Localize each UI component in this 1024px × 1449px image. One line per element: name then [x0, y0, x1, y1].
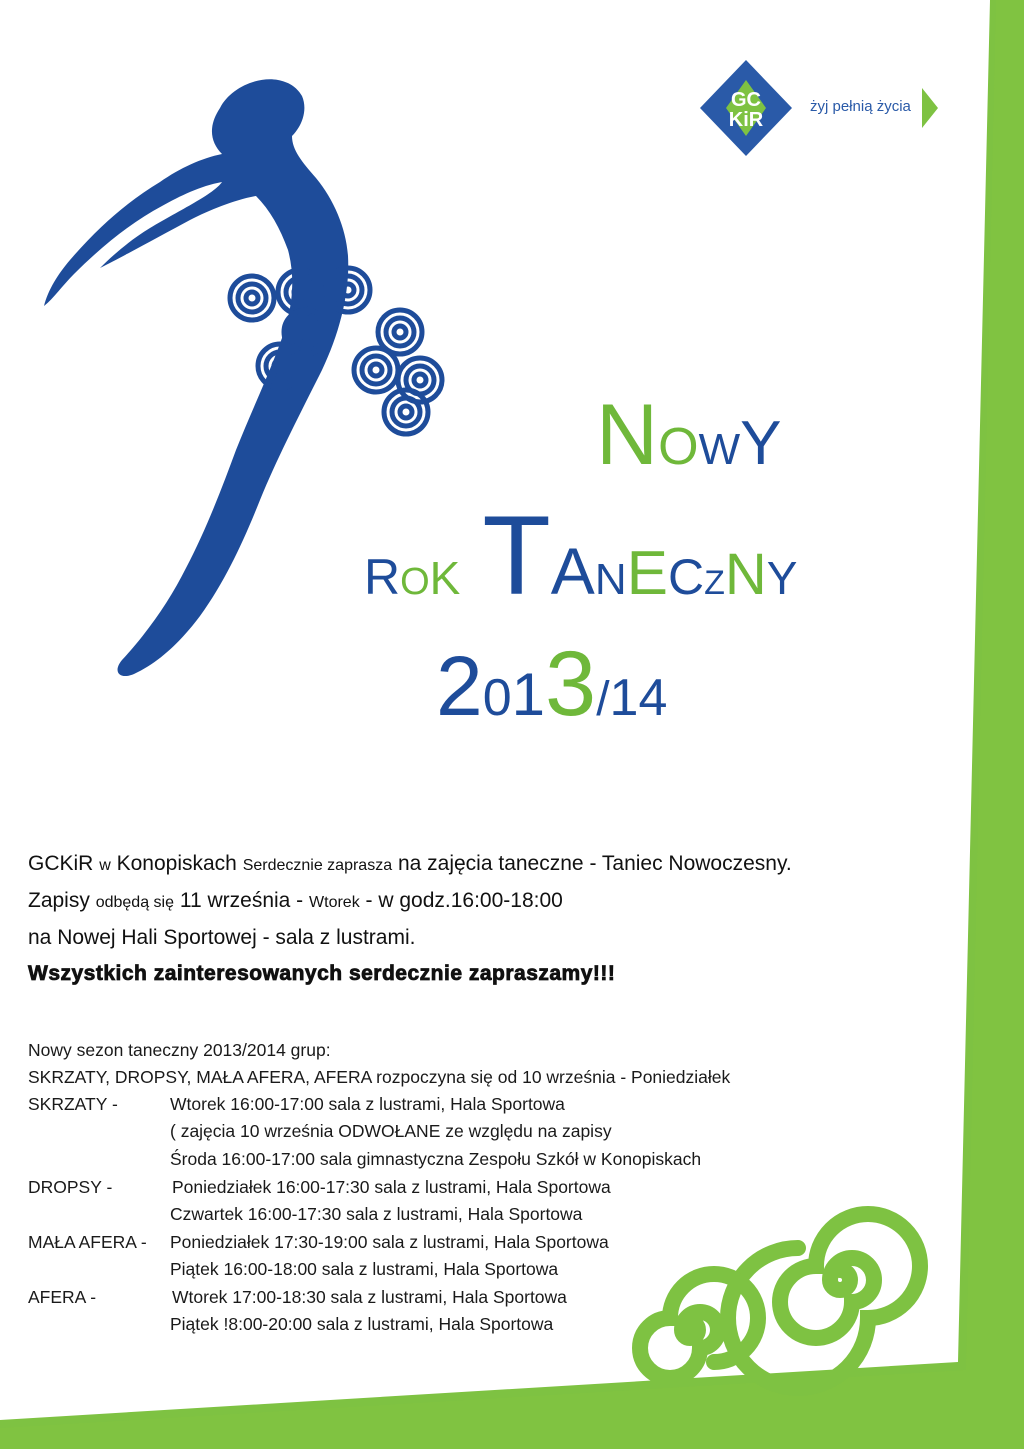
intro-invitation: Wszystkich zainteresowanych serdecznie zapraszamy!!!: [28, 962, 616, 985]
title-letter: T: [482, 493, 551, 618]
logo-mark-line2: KiR: [728, 109, 764, 131]
title-digit: 3: [545, 633, 597, 735]
title-letter: Y: [740, 409, 782, 478]
logo-tagline: żyj pełnią życia: [810, 98, 911, 115]
schedule-entry: Piątek !8:00-20:00 sala z lustrami, Hala Sportowa: [170, 1314, 554, 1334]
title-letter: C: [667, 549, 705, 605]
title-letter: O: [400, 561, 430, 603]
title-letter: K: [429, 552, 461, 604]
group-label-mala-afera: MAŁA AFERA -: [28, 1232, 147, 1252]
dancer-silhouette-icon: [30, 60, 450, 710]
group-label-afera: AFERA -: [28, 1287, 97, 1307]
schedule-heading: Nowy sezon taneczny 2013/2014 grup:: [28, 1040, 331, 1060]
title-line-3: [436, 633, 668, 735]
group-label-skrzaty: SKRZATY -: [28, 1094, 118, 1114]
schedule-entry: Poniedziałek 17:30-19:00 sala z lustrami, Hala Sportowa: [170, 1232, 609, 1252]
schedule-entry: Czwartek 16:00-17:30 sala z lustrami, Hala Sportowa: [170, 1204, 583, 1224]
schedule-entry: Środa 16:00-17:00 sala gimnastyczna Zespołu Szkół w Konopiskach: [170, 1149, 702, 1169]
title-digit: 0: [482, 669, 512, 727]
title-digit: 1: [609, 669, 639, 727]
intro-line-3: na Nowej Hali Sportowej - sala z lustrami.: [28, 926, 416, 949]
title-digit: 1: [511, 661, 546, 728]
title-digit: 2: [436, 639, 483, 733]
title-letter: O: [658, 418, 699, 476]
title-letter: N: [724, 542, 767, 607]
schedule-entry: ( zajęcia 10 września ODWOŁANE ze względu na zapisy: [170, 1121, 612, 1141]
title-letter: R: [364, 549, 401, 605]
title-letter: A: [550, 534, 595, 608]
schedule-entry: Piątek 16:00-18:00 sala z lustrami, Hala Sportowa: [170, 1259, 559, 1279]
schedule-entry: Wtorek 17:00-18:30 sala z lustrami, Hala Sportowa: [172, 1287, 567, 1307]
intro-line-1: GCKiR w Konopiskach Serdecznie zaprasza na zajęcia taneczne - Taniec Nowoczesny.: [28, 852, 792, 875]
title-line-1: [596, 387, 782, 483]
title-letter: W: [698, 425, 741, 474]
title-letter: N: [596, 387, 659, 483]
schedule-entry: Poniedziałek 16:00-17:30 sala z lustrami, Hala Sportowa: [172, 1177, 611, 1197]
title-digit: 4: [638, 669, 668, 727]
schedule-start: SKRZATY, DROPSY, MAŁA AFERA, AFERA rozpoczyna się od 10 września - Poniedziałek: [28, 1067, 731, 1087]
title-letter: Z: [704, 564, 725, 602]
group-label-dropsy: DROPSY -: [28, 1177, 113, 1197]
title-letter: Y: [766, 552, 798, 604]
spiral-ornament-icon: [640, 1214, 920, 1388]
title-line-2: [364, 493, 798, 618]
schedule-entry: Wtorek 16:00-17:00 sala z lustrami, Hala Sportowa: [170, 1094, 565, 1114]
intro-line-2: Zapisy odbędą się 11 września - Wtorek - w godz.16:00-18:00: [28, 889, 563, 912]
title-letter: N: [594, 555, 627, 604]
title-digit: /: [596, 673, 610, 726]
arrow-right-icon: [922, 88, 938, 128]
logo-mark-line1: GC: [731, 89, 761, 111]
title-letter: E: [626, 539, 668, 608]
